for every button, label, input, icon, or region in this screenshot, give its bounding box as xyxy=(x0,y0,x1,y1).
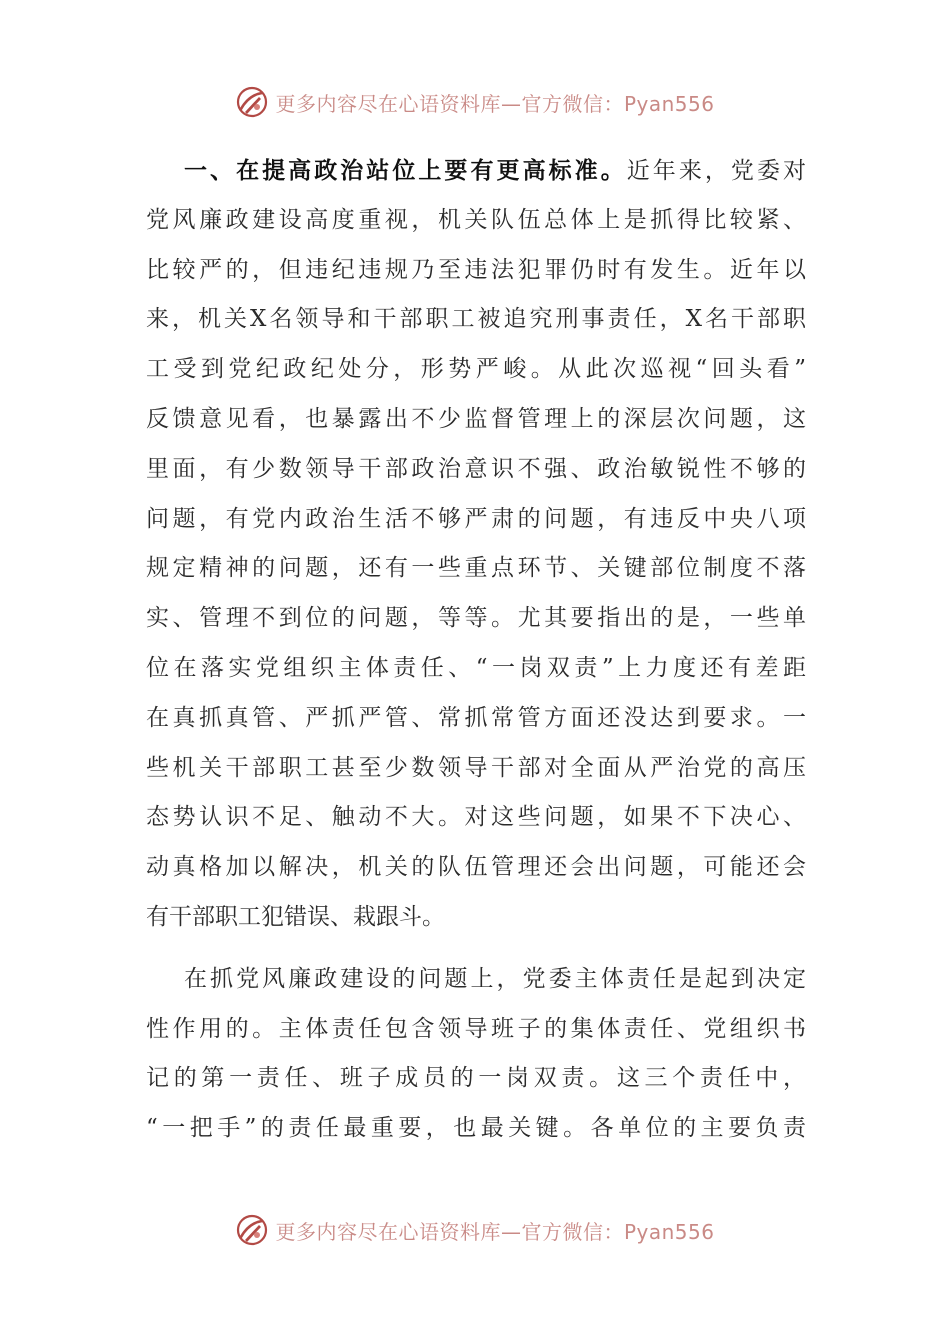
paragraph2-line: 性作用的。主体责任包含领导班子的集体责任、党组织书 xyxy=(146,1015,806,1042)
document-body xyxy=(146,146,806,1154)
paragraph1-line: 些机关干部职工甚至少数领导干部对全面从严治党的高压 xyxy=(146,754,806,781)
pen-logo-icon xyxy=(235,1213,269,1247)
paragraph1-line: 态势认识不足、触动不大。对这些问题，如果不下决心、 xyxy=(146,804,806,831)
paragraph1-line: 位在落实党组织主体责任、“一岗双责”上力度还有差距 xyxy=(146,654,806,681)
paragraph1-line: 动真格加以解决，机关的队伍管理还会出问题，可能还会 xyxy=(146,854,806,881)
paragraph1-line: 里面，有少数领导干部政治意识不强、政治敏锐性不够的 xyxy=(146,455,806,482)
paragraph1-line: 工受到党纪政纪处分，形势严峻。从此次巡视“回头看” xyxy=(146,356,806,383)
paragraph1-line: 在真抓真管、严抓严管、常抓常管方面还没达到要求。一 xyxy=(146,704,806,731)
paragraph1-line: 来，机关X名领导和干部职工被追究刑事责任，X名干部职 xyxy=(146,306,806,333)
paragraph-spacer xyxy=(146,943,806,955)
footer-banner-text: 更多内容尽在心语资料库—官方微信：Pyan556 xyxy=(275,1219,715,1244)
footer-banner xyxy=(0,1210,950,1250)
pen-logo-icon xyxy=(235,85,269,119)
paragraph1-line: 比较严的，但违纪违规乃至违法犯罪仍时有发生。近年以 xyxy=(146,256,806,283)
header-banner-text: 更多内容尽在心语资料库—官方微信：Pyan556 xyxy=(275,91,715,116)
header-banner xyxy=(0,82,950,122)
paragraph1-first-line-rest: 近年来，党委对 xyxy=(626,158,807,184)
paragraph1-line: 实、管理不到位的问题，等等。尤其要指出的是，一些单 xyxy=(146,605,806,632)
paragraph1-line: 问题，有党内政治生活不够严肃的问题，有违反中央八项 xyxy=(146,505,806,532)
paragraph1-line: 党风廉政建设高度重视，机关队伍总体上是抓得比较紧、 xyxy=(146,206,806,233)
paragraph2-line: 在抓党风廉政建设的问题上，党委主体责任是起到决定 xyxy=(184,965,806,992)
paragraph1-line: 规定精神的问题，还有一些重点环节、关键部位制度不落 xyxy=(146,555,806,582)
paragraph1-line: 反馈意见看，也暴露出不少监督管理上的深层次问题，这 xyxy=(146,405,806,432)
section-heading: 一、在提高政治站位上要有更高标准。 xyxy=(184,157,627,184)
paragraph1-line-1 xyxy=(146,146,806,196)
paragraph2-line: “一把手”的责任最重要，也最关键。各单位的主要负责 xyxy=(146,1115,806,1142)
paragraph1-last-line: 有干部职工犯错误、栽跟斗。 xyxy=(146,903,445,930)
paragraph2-line: 记的第一责任、班子成员的一岗双责。这三个责任中， xyxy=(146,1065,806,1092)
